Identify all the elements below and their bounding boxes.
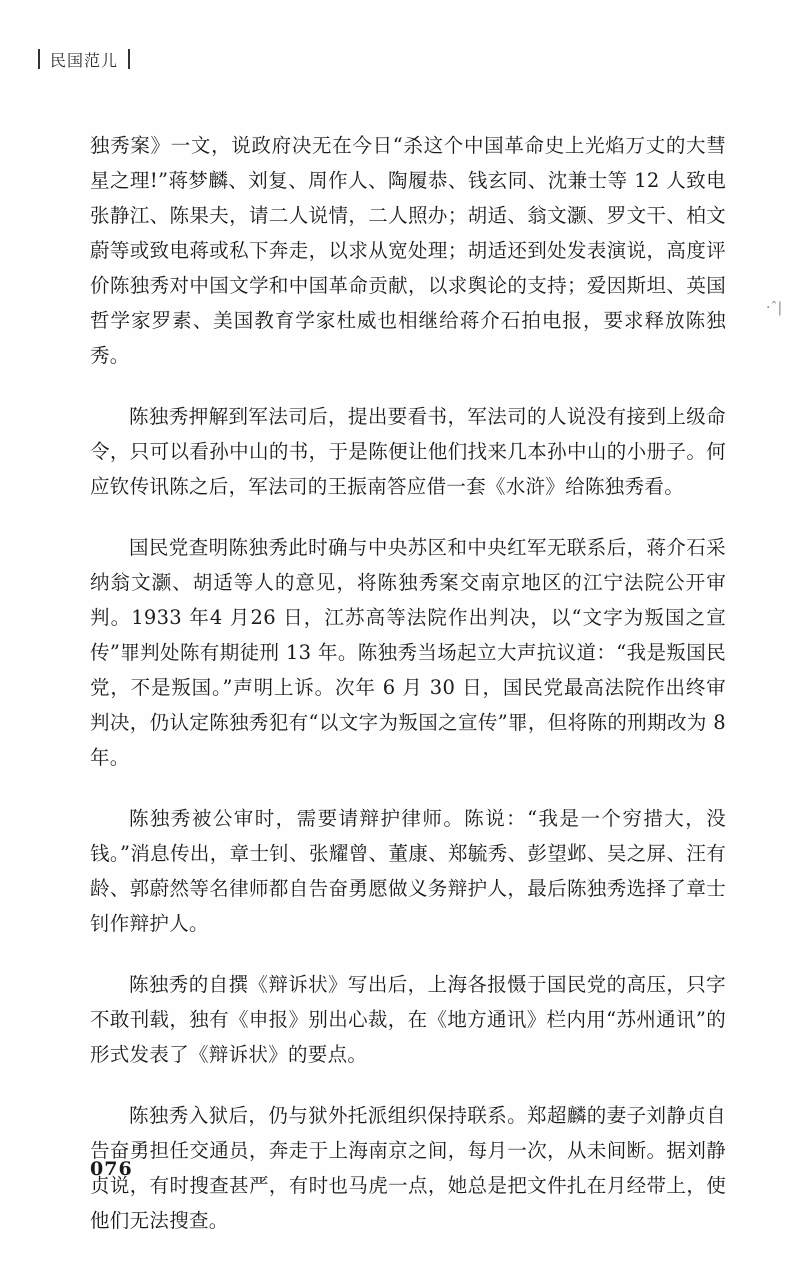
body-text: [90, 128, 726, 1264]
paragraph: 陈独秀入狱后，仍与狱外托派组织保持联系。郑超麟的妻子刘静贞自告奋勇担任交通员，奔走于上海南京之间，每月一次，从未间断。据刘静贞说，有时搜查甚严，有时也马虎一点，她总是把文件扎在月经带上，使他们无法搜查。: [90, 1104, 726, 1232]
header-right-rule: [128, 49, 130, 69]
scan-mark: ·ˆ|: [766, 300, 783, 316]
paragraph: 陈独秀被公审时，需要请辩护律师。陈说：“我是一个穷措大，没钱。”消息传出，章士钊、张耀曾、董康、郑毓秀、彭望邺、吴之屏、汪有龄、郭蔚然等名律师都自告奋勇愿做义务辩护人，最后陈独秀选择了章士钊作辩护人。: [90, 807, 726, 935]
running-title: 民国范儿: [50, 50, 119, 70]
paragraph-continued: 独秀案》一文，说政府决无在今日“杀这个中国革命史上光焰万丈的大彗星之理!”蒋梦麟、刘复、周作人、陶履恭、钱玄同、沈兼士等 12 人致电张静江、陈果夫，请二人说情，二人照办；胡适、翁文灏、罗文干、柏文蔚等或致电蒋或私下奔走，以求从宽处理；胡适还到处发表演说，高度评价陈独秀对中国文学和中国革命贡献，以求舆论的支持；爱因斯坦、英国哲学家罗素、美国教育学家杜威也相继给蒋介石拍电报，要求释放陈独秀。: [90, 134, 726, 367]
header-left-rule: [38, 49, 40, 69]
paragraph: 陈独秀的自撰《辩诉状》写出后，上海各报慑于国民党的高压，只字不敢刊载，独有《申报》别出心裁，在《地方通讯》栏内用“苏州通讯”的形式发表了《辩诉状》的要点。: [90, 973, 726, 1066]
paragraph: 陈独秀押解到军法司后，提出要看书，军法司的人说没有接到上级命令，只可以看孙中山的书，于是陈便让他们找来几本孙中山的小册子。何应钦传讯陈之后，军法司的王振南答应借一套《水浒》给陈独秀看。: [90, 405, 726, 498]
page-number: 076: [90, 1158, 133, 1180]
paragraph: 国民党查明陈独秀此时确与中央苏区和中央红军无联系后，蒋介石采纳翁文灏、胡适等人的意见，将陈独秀案交南京地区的江宁法院公开审判。1933 年4 月26 日，江苏高等法院作出判决，以“文字为叛国之宣传”罪判处陈有期徒刑 13 年。陈独秀当场起立大声抗议道：“我是叛国民党，不是叛国。”声明上诉。次年 6 月 30 日，国民党最高法院作出终审判决，仍认定陈独秀犯有“以文字为叛国之宣传”罪，但将陈的刑期改为 8 年。: [90, 536, 726, 769]
running-header: [28, 48, 140, 70]
